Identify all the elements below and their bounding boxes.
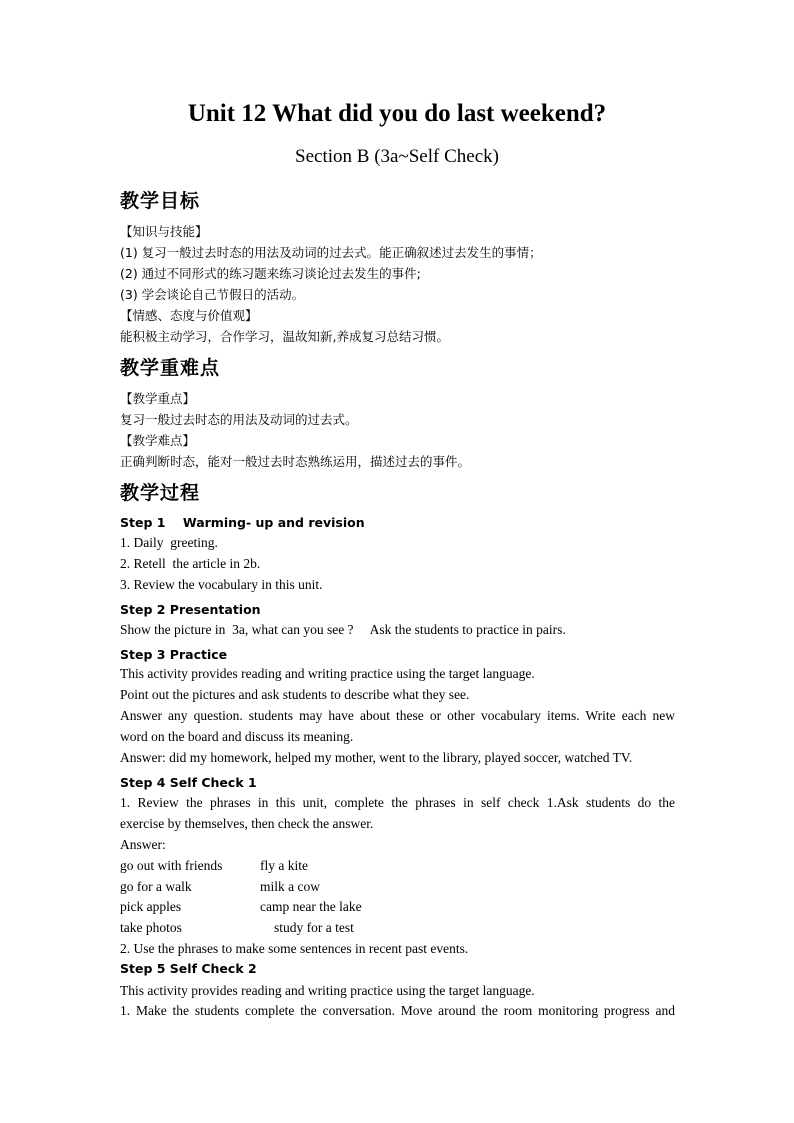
step3-line-2: Point out the pictures and ask students to describe what they see. (120, 687, 470, 702)
step3-line-1: This activity provides reading and writing practice using the target language. (120, 666, 535, 681)
objectives-heading: 教学目标 (120, 190, 201, 212)
phrase-left-3: pick apples (120, 899, 182, 914)
step5-title: Step 5 Self Check 2 (120, 961, 257, 976)
objective-item-2: (2) 通过不同形式的练习题来练习谈论过去发生的事件; (120, 266, 421, 281)
step4-title: Step 4 Self Check 1 (120, 775, 257, 790)
step1-line-2: 2. Retell the article in 2b. (120, 556, 261, 571)
step1-title: Step 1 Warming- up and revision (120, 515, 365, 530)
attitude-text: 能积极主动学习，合作学习，温故知新,养成复习总结习惯。 (120, 329, 449, 344)
step3-paragraph-line-2: word on the board and discuss its meaning. (120, 729, 354, 744)
phrase-left-4: take photos (120, 920, 182, 935)
step4-answer-label: Answer: (120, 837, 166, 852)
phrase-right-2: milk a cow (260, 879, 320, 894)
step5-paragraph-line-1: 1. Make the students complete the conversation. Move around the room monitoring progress and (120, 1003, 675, 1018)
objective-item-3: (3) 学会谈论自己节假日的活动。 (120, 287, 305, 302)
difficulty-text: 正确判断时态，能对一般过去时态熟练运用，描述过去的事件。 (120, 454, 471, 469)
focus-text: 复习一般过去时态的用法及动词的过去式。 (120, 412, 358, 427)
attitude-label: 【情感、态度与价值观】 (120, 308, 258, 323)
difficulty-label: 【教学难点】 (120, 433, 196, 448)
page-subtitle: Section B (3a~Self Check) (295, 146, 499, 167)
step1-line-1: 1. Daily greeting. (120, 535, 218, 550)
phrase-right-4: study for a test (274, 920, 354, 935)
step1-line-3: 3. Review the vocabulary in this unit. (120, 577, 323, 592)
step2-text: Show the picture in 3a, what can you see ? Ask the students to practice in pairs. (120, 622, 566, 637)
process-heading: 教学过程 (120, 482, 201, 504)
key-points-heading: 教学重难点 (120, 357, 221, 379)
phrase-right-1: fly a kite (260, 858, 308, 873)
step4-paragraph-line-2: exercise by themselves, then check the answer. (120, 816, 374, 831)
step3-answer: Answer: did my homework, helped my mother, went to the library, played soccer, watched TV. (120, 750, 633, 765)
step2-title: Step 2 Presentation (120, 602, 261, 617)
step3-title: Step 3 Practice (120, 647, 228, 662)
knowledge-label: 【知识与技能】 (120, 224, 208, 239)
page-title: Unit 12 What did you do last weekend? (187, 100, 607, 127)
phrase-left-2: go for a walk (120, 879, 192, 894)
step5-line-1: This activity provides reading and writing practice using the target language. (120, 983, 535, 998)
step4-paragraph-line-1: 1. Review the phrases in this unit, complete the phrases in self check 1.Ask students do the (120, 795, 675, 810)
objective-item-1: (1) 复习一般过去时态的用法及动词的过去式。能正确叙述过去发生的事情； (120, 245, 542, 260)
step4-line-2: 2. Use the phrases to make some sentences in recent past events. (120, 941, 469, 956)
step3-paragraph-line-1: Answer any question. students may have about these or other vocabulary items. Write each new (120, 708, 675, 723)
focus-label: 【教学重点】 (120, 391, 196, 406)
phrase-right-3: camp near the lake (260, 899, 362, 914)
phrase-left-1: go out with friends (120, 858, 223, 873)
